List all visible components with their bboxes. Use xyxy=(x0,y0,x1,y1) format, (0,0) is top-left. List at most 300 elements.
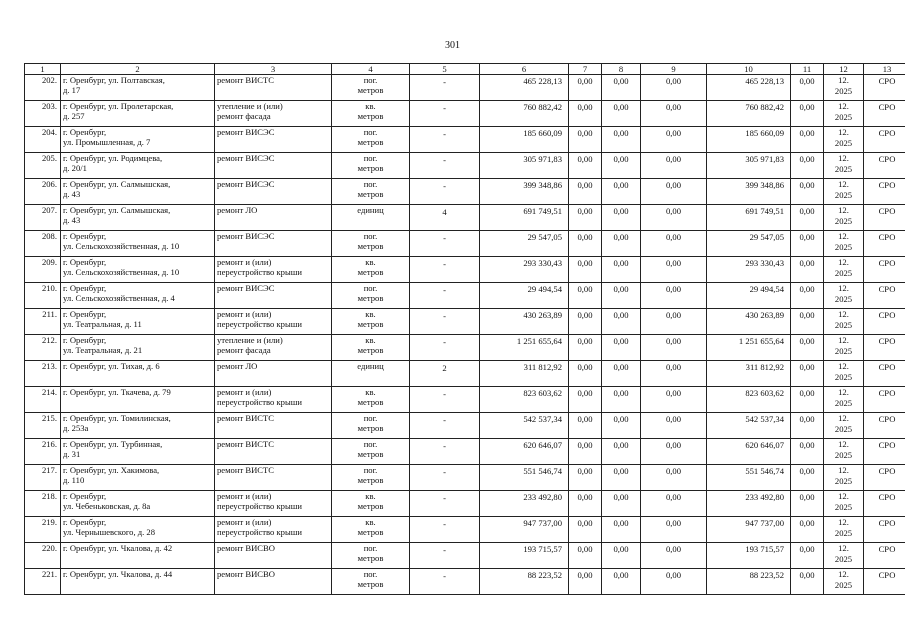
value-col7-text: 0,00 xyxy=(577,414,593,424)
value-col7-text: 0,00 xyxy=(577,206,593,216)
quantity-text: - xyxy=(443,129,446,139)
value-col11-cell xyxy=(791,309,824,335)
work-type-text: ремонт ВИСЭС xyxy=(217,283,275,293)
unit-text: пог. xyxy=(363,127,378,137)
row-number-text: 210. xyxy=(41,283,57,293)
completion-date-text: 12. xyxy=(838,413,849,423)
completion-date-text: 2025 xyxy=(834,320,853,330)
cost-text: 305 971,83 xyxy=(523,154,562,164)
work-type-text: ремонт ВИСЭС xyxy=(217,231,275,241)
quantity-cell xyxy=(410,569,480,595)
value-col11-text: 0,00 xyxy=(799,206,815,216)
contract-method-text: СРО xyxy=(878,232,896,242)
value-col8-cell xyxy=(602,127,641,153)
completion-date-text: 12. xyxy=(838,179,849,189)
repair-schedule-table xyxy=(24,63,905,595)
value-col9-text: 0,00 xyxy=(665,440,682,450)
value-col8-cell xyxy=(602,205,641,231)
value-col8-cell xyxy=(602,153,641,179)
value-col11-text: 0,00 xyxy=(799,440,815,450)
total-cost-text: 88 223,52 xyxy=(749,570,784,580)
cost-text: 465 228,13 xyxy=(523,76,562,86)
cost-text: 691 749,51 xyxy=(523,206,562,216)
quantity-cell xyxy=(410,231,480,257)
cost-cell xyxy=(480,101,569,127)
work-type-cell xyxy=(215,569,332,595)
total-cost-text: 760 882,42 xyxy=(745,102,784,112)
row-number-cell xyxy=(25,75,61,101)
address-text: г. Оренбург, xyxy=(63,517,107,527)
value-col9-cell xyxy=(641,205,707,231)
address-cell xyxy=(61,231,215,257)
work-type-cell xyxy=(215,231,332,257)
contract-method-text: СРО xyxy=(878,258,896,268)
completion-date-cell xyxy=(824,517,864,543)
completion-date-text: 12. xyxy=(838,101,849,111)
value-col11-cell xyxy=(791,205,824,231)
value-col11-cell xyxy=(791,543,824,569)
value-col11-text: 0,00 xyxy=(799,310,815,320)
completion-date-text: 12. xyxy=(838,491,849,501)
cost-cell xyxy=(480,543,569,569)
value-col9-text: 0,00 xyxy=(665,336,682,346)
value-col7-text: 0,00 xyxy=(577,310,593,320)
quantity-text: - xyxy=(443,285,446,295)
value-col8-cell xyxy=(602,413,641,439)
table-row xyxy=(25,413,905,439)
value-col9-text: 0,00 xyxy=(665,180,682,190)
cost-cell xyxy=(480,387,569,413)
unit-text: метров xyxy=(357,241,384,251)
completion-date-text: 12. xyxy=(838,517,849,527)
address-text: ул. Театральная, д. 21 xyxy=(63,345,143,355)
unit-text: метров xyxy=(357,137,384,147)
unit-text: кв. xyxy=(365,491,376,501)
address-text: г. Оренбург, ул. Хакимова, xyxy=(63,465,160,475)
column-header: 9 xyxy=(641,64,707,75)
value-col8-text: 0,00 xyxy=(613,310,629,320)
total-cost-text: 542 537,34 xyxy=(745,414,784,424)
quantity-text: - xyxy=(443,389,446,399)
address-cell xyxy=(61,413,215,439)
cost-text: 620 646,07 xyxy=(523,440,562,450)
total-cost-cell xyxy=(707,491,791,517)
quantity-text: - xyxy=(443,545,446,555)
completion-date-cell xyxy=(824,569,864,595)
contract-method-text: СРО xyxy=(878,388,896,398)
contract-method-cell xyxy=(864,543,905,569)
total-cost-text: 620 646,07 xyxy=(745,440,784,450)
unit-text: метров xyxy=(357,293,384,303)
cost-cell xyxy=(480,231,569,257)
address-text: д. 257 xyxy=(63,111,85,121)
value-col7-text: 0,00 xyxy=(577,154,593,164)
work-type-text: переустройство крыши xyxy=(217,527,302,537)
value-col9-text: 0,00 xyxy=(665,128,682,138)
row-number-cell xyxy=(25,517,61,543)
row-number-cell xyxy=(25,465,61,491)
work-type-cell xyxy=(215,335,332,361)
address-text: ул. Сельскохозяйственная, д. 4 xyxy=(63,293,175,303)
value-col8-cell xyxy=(602,465,641,491)
total-cost-text: 185 660,09 xyxy=(745,128,784,138)
completion-date-cell xyxy=(824,439,864,465)
value-col9-cell xyxy=(641,75,707,101)
value-col8-cell xyxy=(602,231,641,257)
work-type-cell xyxy=(215,387,332,413)
completion-date-text: 2025 xyxy=(834,424,853,434)
row-number-text: 207. xyxy=(41,205,57,215)
completion-date-text: 2025 xyxy=(834,372,853,382)
completion-date-text: 12. xyxy=(838,387,849,397)
address-text: г. Оренбург, ул. Ткачева, д. 79 xyxy=(63,387,171,397)
total-cost-text: 430 263,89 xyxy=(745,310,784,320)
value-col7-cell xyxy=(569,543,602,569)
value-col7-cell xyxy=(569,231,602,257)
completion-date-cell xyxy=(824,179,864,205)
value-col7-cell xyxy=(569,465,602,491)
value-col9-cell xyxy=(641,335,707,361)
value-col7-text: 0,00 xyxy=(577,284,593,294)
unit-text: пог. xyxy=(363,413,378,423)
cost-text: 293 330,43 xyxy=(523,258,562,268)
value-col11-text: 0,00 xyxy=(799,388,815,398)
value-col11-cell xyxy=(791,569,824,595)
contract-method-cell xyxy=(864,75,905,101)
work-type-text: переустройство крыши xyxy=(217,319,302,329)
unit-cell xyxy=(332,153,410,179)
work-type-cell xyxy=(215,465,332,491)
address-text: д. 110 xyxy=(63,475,85,485)
table-row xyxy=(25,153,905,179)
row-number-cell xyxy=(25,231,61,257)
cost-text: 542 537,34 xyxy=(523,414,562,424)
contract-method-cell xyxy=(864,517,905,543)
row-number-cell xyxy=(25,335,61,361)
cost-cell xyxy=(480,309,569,335)
work-type-text: ремонт ВИСВО xyxy=(217,569,275,579)
completion-date-cell xyxy=(824,257,864,283)
value-col8-text: 0,00 xyxy=(613,440,629,450)
contract-method-text: СРО xyxy=(878,206,896,216)
row-number-cell xyxy=(25,179,61,205)
address-cell xyxy=(61,205,215,231)
unit-cell xyxy=(332,439,410,465)
completion-date-text: 2025 xyxy=(834,216,853,226)
quantity-text: - xyxy=(443,415,446,425)
unit-text: пог. xyxy=(363,75,378,85)
value-col7-cell xyxy=(569,205,602,231)
table-row xyxy=(25,569,905,595)
completion-date-text: 12. xyxy=(838,257,849,267)
row-number-text: 205. xyxy=(41,153,57,163)
total-cost-cell xyxy=(707,179,791,205)
contract-method-text: СРО xyxy=(878,76,896,86)
table-row xyxy=(25,231,905,257)
completion-date-cell xyxy=(824,309,864,335)
table-row xyxy=(25,205,905,231)
value-col9-cell xyxy=(641,543,707,569)
unit-cell xyxy=(332,335,410,361)
address-text: г. Оренбург, ул. Салмышская, xyxy=(63,205,171,215)
work-type-text: ремонт ВИСЭС xyxy=(217,127,275,137)
value-col11-text: 0,00 xyxy=(799,284,815,294)
quantity-text: - xyxy=(443,441,446,451)
value-col9-cell xyxy=(641,283,707,309)
value-col7-text: 0,00 xyxy=(577,258,593,268)
value-col11-text: 0,00 xyxy=(799,232,815,242)
total-cost-cell xyxy=(707,465,791,491)
value-col9-cell xyxy=(641,127,707,153)
value-col7-text: 0,00 xyxy=(577,180,593,190)
work-type-text: ремонт ВИСТС xyxy=(217,413,275,423)
completion-date-text: 12. xyxy=(838,361,849,371)
completion-date-text: 12. xyxy=(838,283,849,293)
completion-date-cell xyxy=(824,465,864,491)
unit-text: кв. xyxy=(365,387,376,397)
quantity-cell xyxy=(410,153,480,179)
contract-method-text: СРО xyxy=(878,154,896,164)
cost-text: 947 737,00 xyxy=(523,518,562,528)
value-col8-cell xyxy=(602,101,641,127)
cost-text: 760 882,42 xyxy=(523,102,562,112)
quantity-cell xyxy=(410,465,480,491)
table-row xyxy=(25,491,905,517)
quantity-text: - xyxy=(443,155,446,165)
header-row xyxy=(25,64,905,75)
value-col7-text: 0,00 xyxy=(577,128,593,138)
total-cost-cell xyxy=(707,413,791,439)
value-col7-cell xyxy=(569,257,602,283)
work-type-text: утепление и (или) xyxy=(217,335,283,345)
work-type-cell xyxy=(215,439,332,465)
total-cost-text: 29 547,05 xyxy=(749,232,784,242)
value-col11-text: 0,00 xyxy=(799,544,815,554)
table-row xyxy=(25,465,905,491)
total-cost-text: 947 737,00 xyxy=(745,518,784,528)
value-col8-text: 0,00 xyxy=(613,518,629,528)
unit-cell xyxy=(332,283,410,309)
total-cost-text: 293 330,43 xyxy=(745,258,784,268)
quantity-cell xyxy=(410,75,480,101)
work-type-text: ремонт ВИСТС xyxy=(217,439,275,449)
value-col7-text: 0,00 xyxy=(577,518,593,528)
address-cell xyxy=(61,517,215,543)
cost-text: 430 263,89 xyxy=(523,310,562,320)
row-number-text: 214. xyxy=(41,387,57,397)
row-number-cell xyxy=(25,153,61,179)
address-text: г. Оренбург, ул. Родимцева, xyxy=(63,153,163,163)
value-col9-cell xyxy=(641,439,707,465)
unit-cell xyxy=(332,491,410,517)
quantity-text: - xyxy=(443,493,446,503)
contract-method-text: СРО xyxy=(878,180,896,190)
completion-date-text: 2025 xyxy=(834,450,853,460)
unit-text: пог. xyxy=(363,465,378,475)
value-col8-text: 0,00 xyxy=(613,76,629,86)
total-cost-cell xyxy=(707,517,791,543)
total-cost-cell xyxy=(707,569,791,595)
value-col11-cell xyxy=(791,127,824,153)
row-number-text: 209. xyxy=(41,257,57,267)
value-col7-text: 0,00 xyxy=(577,570,593,580)
value-col7-text: 0,00 xyxy=(577,388,593,398)
completion-date-cell xyxy=(824,75,864,101)
value-col11-cell xyxy=(791,153,824,179)
address-text: ул. Театральная, д. 11 xyxy=(63,319,142,329)
column-header: 3 xyxy=(215,64,332,75)
value-col9-text: 0,00 xyxy=(665,154,682,164)
value-col8-cell xyxy=(602,75,641,101)
column-header: 7 xyxy=(569,64,602,75)
quantity-cell xyxy=(410,491,480,517)
value-col9-text: 0,00 xyxy=(665,76,682,86)
value-col11-cell xyxy=(791,231,824,257)
work-type-text: ремонт ЛО xyxy=(217,205,258,215)
row-number-text: 208. xyxy=(41,231,57,241)
work-type-text: ремонт и (или) xyxy=(217,491,272,501)
value-col11-cell xyxy=(791,335,824,361)
row-number-text: 204. xyxy=(41,127,57,137)
completion-date-text: 12. xyxy=(838,465,849,475)
value-col11-cell xyxy=(791,361,824,387)
row-number-text: 216. xyxy=(41,439,57,449)
unit-text: метров xyxy=(357,449,384,459)
row-number-text: 206. xyxy=(41,179,57,189)
value-col7-cell xyxy=(569,179,602,205)
address-text: д. 43 xyxy=(63,215,81,225)
work-type-cell xyxy=(215,127,332,153)
row-number-text: 221. xyxy=(41,569,57,579)
unit-text: метров xyxy=(357,189,384,199)
contract-method-cell xyxy=(864,309,905,335)
quantity-cell xyxy=(410,179,480,205)
unit-cell xyxy=(332,75,410,101)
value-col7-text: 0,00 xyxy=(577,492,593,502)
address-text: г. Оренбург, xyxy=(63,335,107,345)
unit-text: пог. xyxy=(363,283,378,293)
column-header: 13 xyxy=(864,64,905,75)
work-type-text: ремонт ВИСТС xyxy=(217,465,275,475)
total-cost-text: 233 492,80 xyxy=(745,492,784,502)
unit-text: кв. xyxy=(365,517,376,527)
cost-cell xyxy=(480,75,569,101)
value-col11-text: 0,00 xyxy=(799,414,815,424)
contract-method-text: СРО xyxy=(878,466,896,476)
value-col9-cell xyxy=(641,361,707,387)
address-cell xyxy=(61,543,215,569)
completion-date-text: 12. xyxy=(838,75,849,85)
work-type-cell xyxy=(215,153,332,179)
cost-cell xyxy=(480,517,569,543)
quantity-text: - xyxy=(443,181,446,191)
column-header: 1 xyxy=(25,64,61,75)
work-type-cell xyxy=(215,491,332,517)
total-cost-cell xyxy=(707,543,791,569)
total-cost-text: 823 603,62 xyxy=(745,388,784,398)
total-cost-cell xyxy=(707,283,791,309)
row-number-cell xyxy=(25,361,61,387)
unit-cell xyxy=(332,569,410,595)
address-cell xyxy=(61,257,215,283)
row-number-cell xyxy=(25,309,61,335)
value-col9-text: 0,00 xyxy=(665,310,682,320)
unit-text: кв. xyxy=(365,101,376,111)
row-number-text: 211. xyxy=(42,309,57,319)
address-text: г. Оренбург, ул. Томилинская, xyxy=(63,413,171,423)
value-col9-text: 0,00 xyxy=(665,388,682,398)
completion-date-text: 2025 xyxy=(834,502,853,512)
contract-method-cell xyxy=(864,127,905,153)
value-col11-cell xyxy=(791,413,824,439)
quantity-cell xyxy=(410,309,480,335)
value-col11-cell xyxy=(791,439,824,465)
value-col9-cell xyxy=(641,257,707,283)
value-col11-cell xyxy=(791,75,824,101)
address-text: г. Оренбург, ул. Пролетарская, xyxy=(63,101,174,111)
unit-text: кв. xyxy=(365,309,376,319)
value-col9-text: 0,00 xyxy=(665,466,682,476)
address-text: г. Оренбург, xyxy=(63,283,107,293)
total-cost-cell xyxy=(707,335,791,361)
unit-text: метров xyxy=(357,579,384,589)
value-col9-cell xyxy=(641,231,707,257)
column-header: 6 xyxy=(480,64,569,75)
total-cost-text: 29 494,54 xyxy=(749,284,784,294)
value-col11-text: 0,00 xyxy=(799,180,815,190)
total-cost-cell xyxy=(707,361,791,387)
column-header: 5 xyxy=(410,64,480,75)
unit-text: единиц xyxy=(357,361,384,371)
completion-date-cell xyxy=(824,361,864,387)
value-col9-cell xyxy=(641,465,707,491)
contract-method-cell xyxy=(864,439,905,465)
value-col8-text: 0,00 xyxy=(613,414,629,424)
value-col9-cell xyxy=(641,387,707,413)
value-col11-cell xyxy=(791,491,824,517)
value-col11-cell xyxy=(791,465,824,491)
contract-method-cell xyxy=(864,335,905,361)
unit-text: пог. xyxy=(363,569,378,579)
value-col9-cell xyxy=(641,101,707,127)
value-col9-cell xyxy=(641,517,707,543)
work-type-cell xyxy=(215,179,332,205)
completion-date-text: 2025 xyxy=(834,580,853,590)
contract-method-cell xyxy=(864,283,905,309)
address-text: г. Оренбург, ул. Чкалова, д. 42 xyxy=(63,543,173,553)
quantity-cell xyxy=(410,543,480,569)
row-number-cell xyxy=(25,543,61,569)
value-col8-text: 0,00 xyxy=(613,258,629,268)
unit-text: метров xyxy=(357,397,384,407)
unit-text: пог. xyxy=(363,439,378,449)
table-row xyxy=(25,257,905,283)
value-col7-cell xyxy=(569,439,602,465)
unit-text: метров xyxy=(357,501,384,511)
completion-date-text: 12. xyxy=(838,231,849,241)
table-row xyxy=(25,127,905,153)
unit-text: метров xyxy=(357,345,384,355)
completion-date-cell xyxy=(824,413,864,439)
row-number-text: 203. xyxy=(41,101,57,111)
quantity-cell xyxy=(410,387,480,413)
address-text: д. 20/1 xyxy=(63,163,87,173)
column-header: 2 xyxy=(61,64,215,75)
table-row xyxy=(25,439,905,465)
contract-method-text: СРО xyxy=(878,492,896,502)
contract-method-text: СРО xyxy=(878,362,896,372)
work-type-text: ремонт ЛО xyxy=(217,361,258,371)
